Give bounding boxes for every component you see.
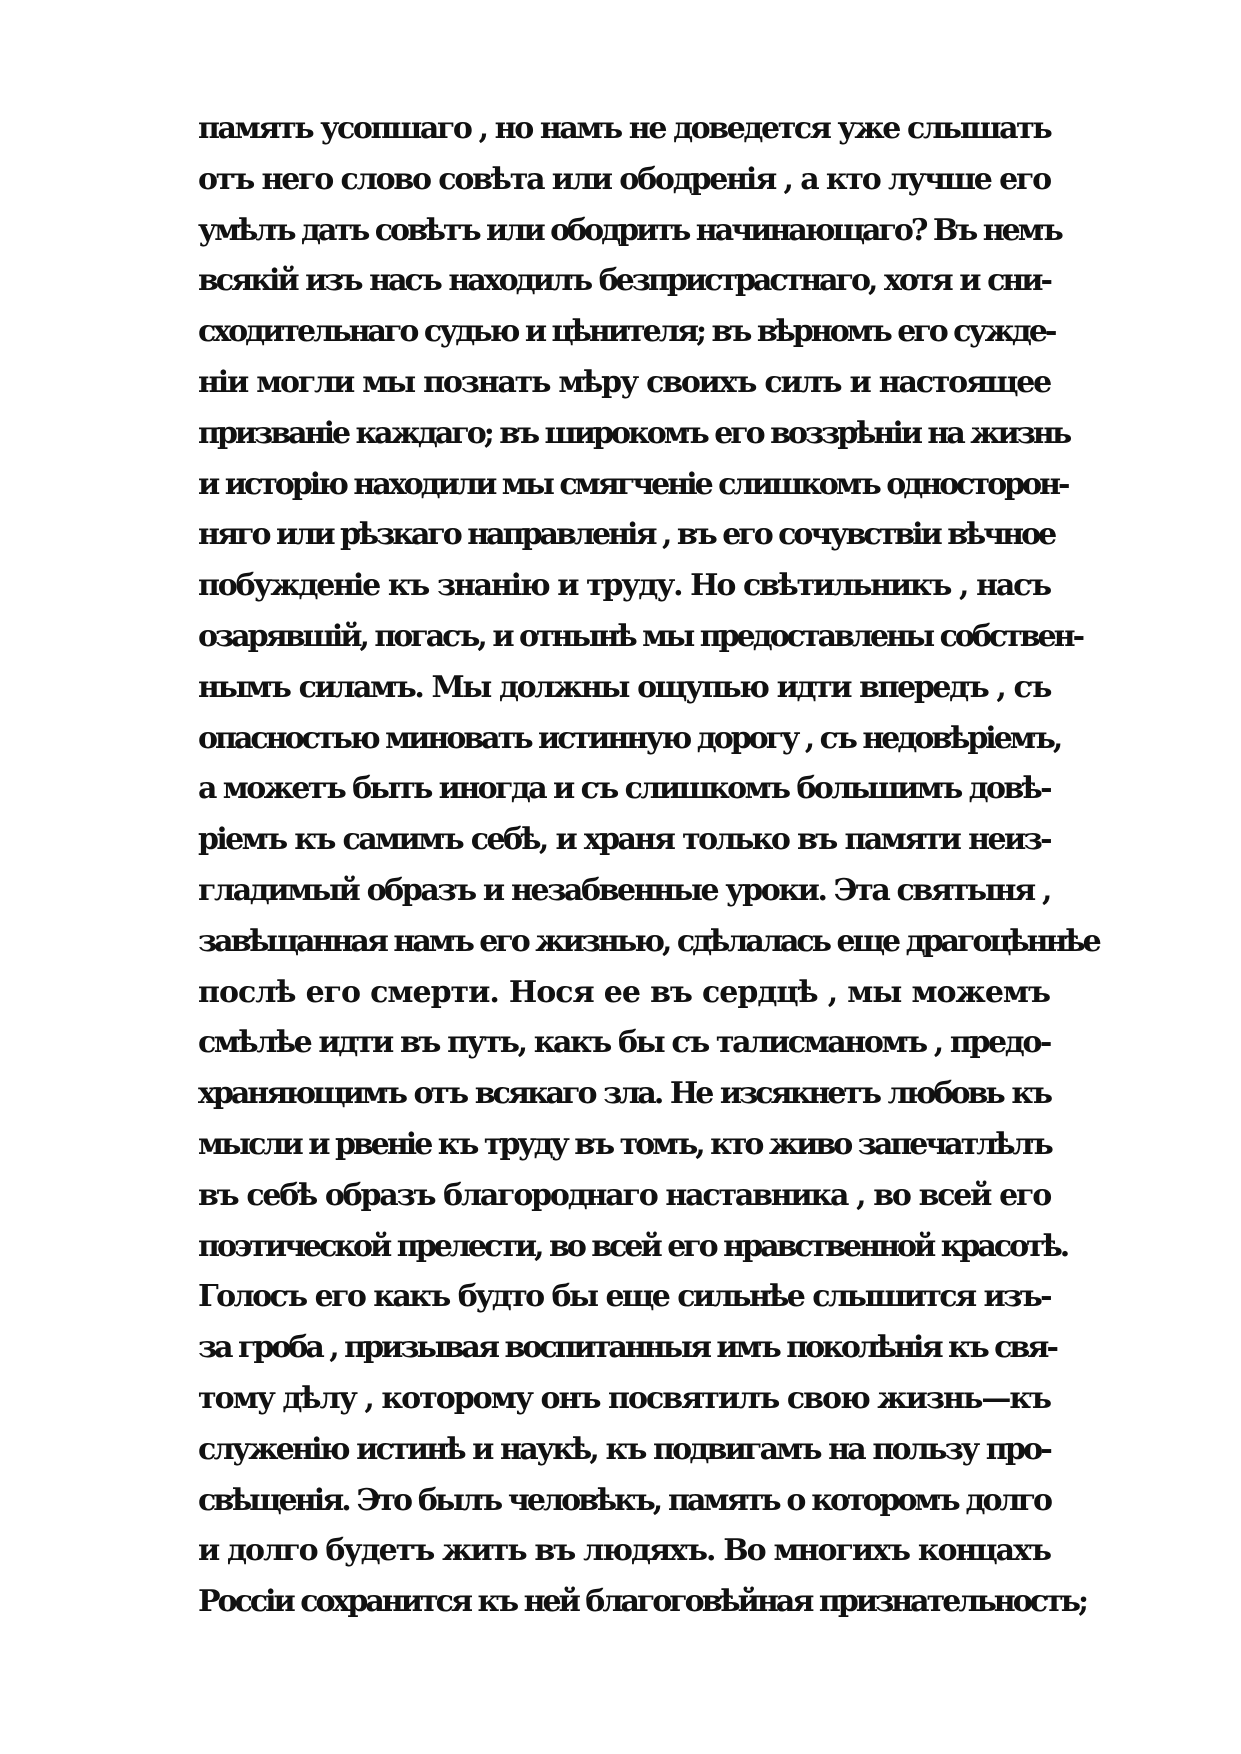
text-line: опасностью миновать истинную дорогу , съ недовѣріемъ, <box>198 720 1061 756</box>
text-line: всякій изъ насъ находилъ безпристрастнаго, хотя и сни- <box>198 263 1050 299</box>
text-line: память усопшаго , но намъ не доведется уже слышать <box>198 111 1051 146</box>
text-line: послѣ его смерти. Нося ее въ сердцѣ , мы можемъ <box>198 974 1050 1010</box>
text-line: въ себѣ образъ благороднаго наставника , во всей его <box>198 1177 1050 1213</box>
text-line: нымъ силамъ. Мы должны ощупью идти впередъ , съ <box>198 669 1050 705</box>
text-line: няго или рѣзкаго направленія , въ его сочувствіи вѣчное <box>198 517 1055 553</box>
text-line: отъ него слово совѣта или ободренія , а кто лучше его <box>198 161 1050 197</box>
text-line: поэтической прелести, во всей его нравственной красотѣ. <box>198 1228 1068 1264</box>
text-line: озарявшій, погасъ, и отнынѣ мы предоставлены собствен- <box>198 618 1083 654</box>
body-text <box>198 104 1099 1628</box>
text-line: призваніе каждаго; въ широкомъ его воззрѣніи на жизнь <box>198 415 1070 451</box>
text-line: сходительнаго судью и цѣнителя; въ вѣрномъ его сужде- <box>198 314 1055 350</box>
text-line: и долго будетъ жить въ людяхъ. Во многихъ концахъ <box>198 1533 1050 1569</box>
text-line: свѣщенія. Это былъ человѣкъ, память о которомъ долго <box>198 1482 1050 1518</box>
text-line: за гроба , призывая воспитанныя имъ поколѣнія къ свя- <box>198 1330 1056 1366</box>
text-line: побужденіе къ знанію и труду. Но свѣтильникъ , насъ <box>198 568 1050 604</box>
text-line: ніи могли мы познать мѣру своихъ силъ и настоящее <box>198 364 1050 400</box>
text-line: храняющимъ отъ всякаго зла. Не изсякнетъ любовь къ <box>198 1076 1050 1112</box>
text-line: мысли и рвеніе къ труду въ томъ, кто живо запечатлѣлъ <box>198 1126 1051 1162</box>
text-line: а можетъ быть иногда и съ слишкомъ большимъ довѣ- <box>198 771 1050 807</box>
text-line: смѣлѣе идти въ путь, какъ бы съ талисманомъ , предо- <box>198 1025 1050 1061</box>
text-line: завѣщанная намъ его жизнью, сдѣлалась еще драгоцѣннѣе <box>198 923 1099 959</box>
text-line: служенію истинѣ и наукѣ, къ подвигамъ на пользу про- <box>198 1431 1050 1467</box>
text-line: гладимый образъ и незабвенные уроки. Эта святыня , <box>198 872 1050 908</box>
text-line: Россіи сохранится къ ней благоговѣйная признательность; <box>198 1584 1087 1620</box>
text-line: тому дѣлу , которому онъ посвятилъ свою жизнь—къ <box>198 1380 1050 1416</box>
text-line: ріемъ къ самимъ себѣ, и храня только въ памяти неиз- <box>198 822 1050 858</box>
text-line: Голосъ его какъ будто бы еще сильнѣе слышится изъ- <box>198 1279 1050 1315</box>
text-line: умѣлъ дать совѣтъ или ободрить начинающаго? Въ немъ <box>198 212 1061 248</box>
text-line: и исторію находили мы смягченіе слишкомъ односторон- <box>198 466 1068 502</box>
